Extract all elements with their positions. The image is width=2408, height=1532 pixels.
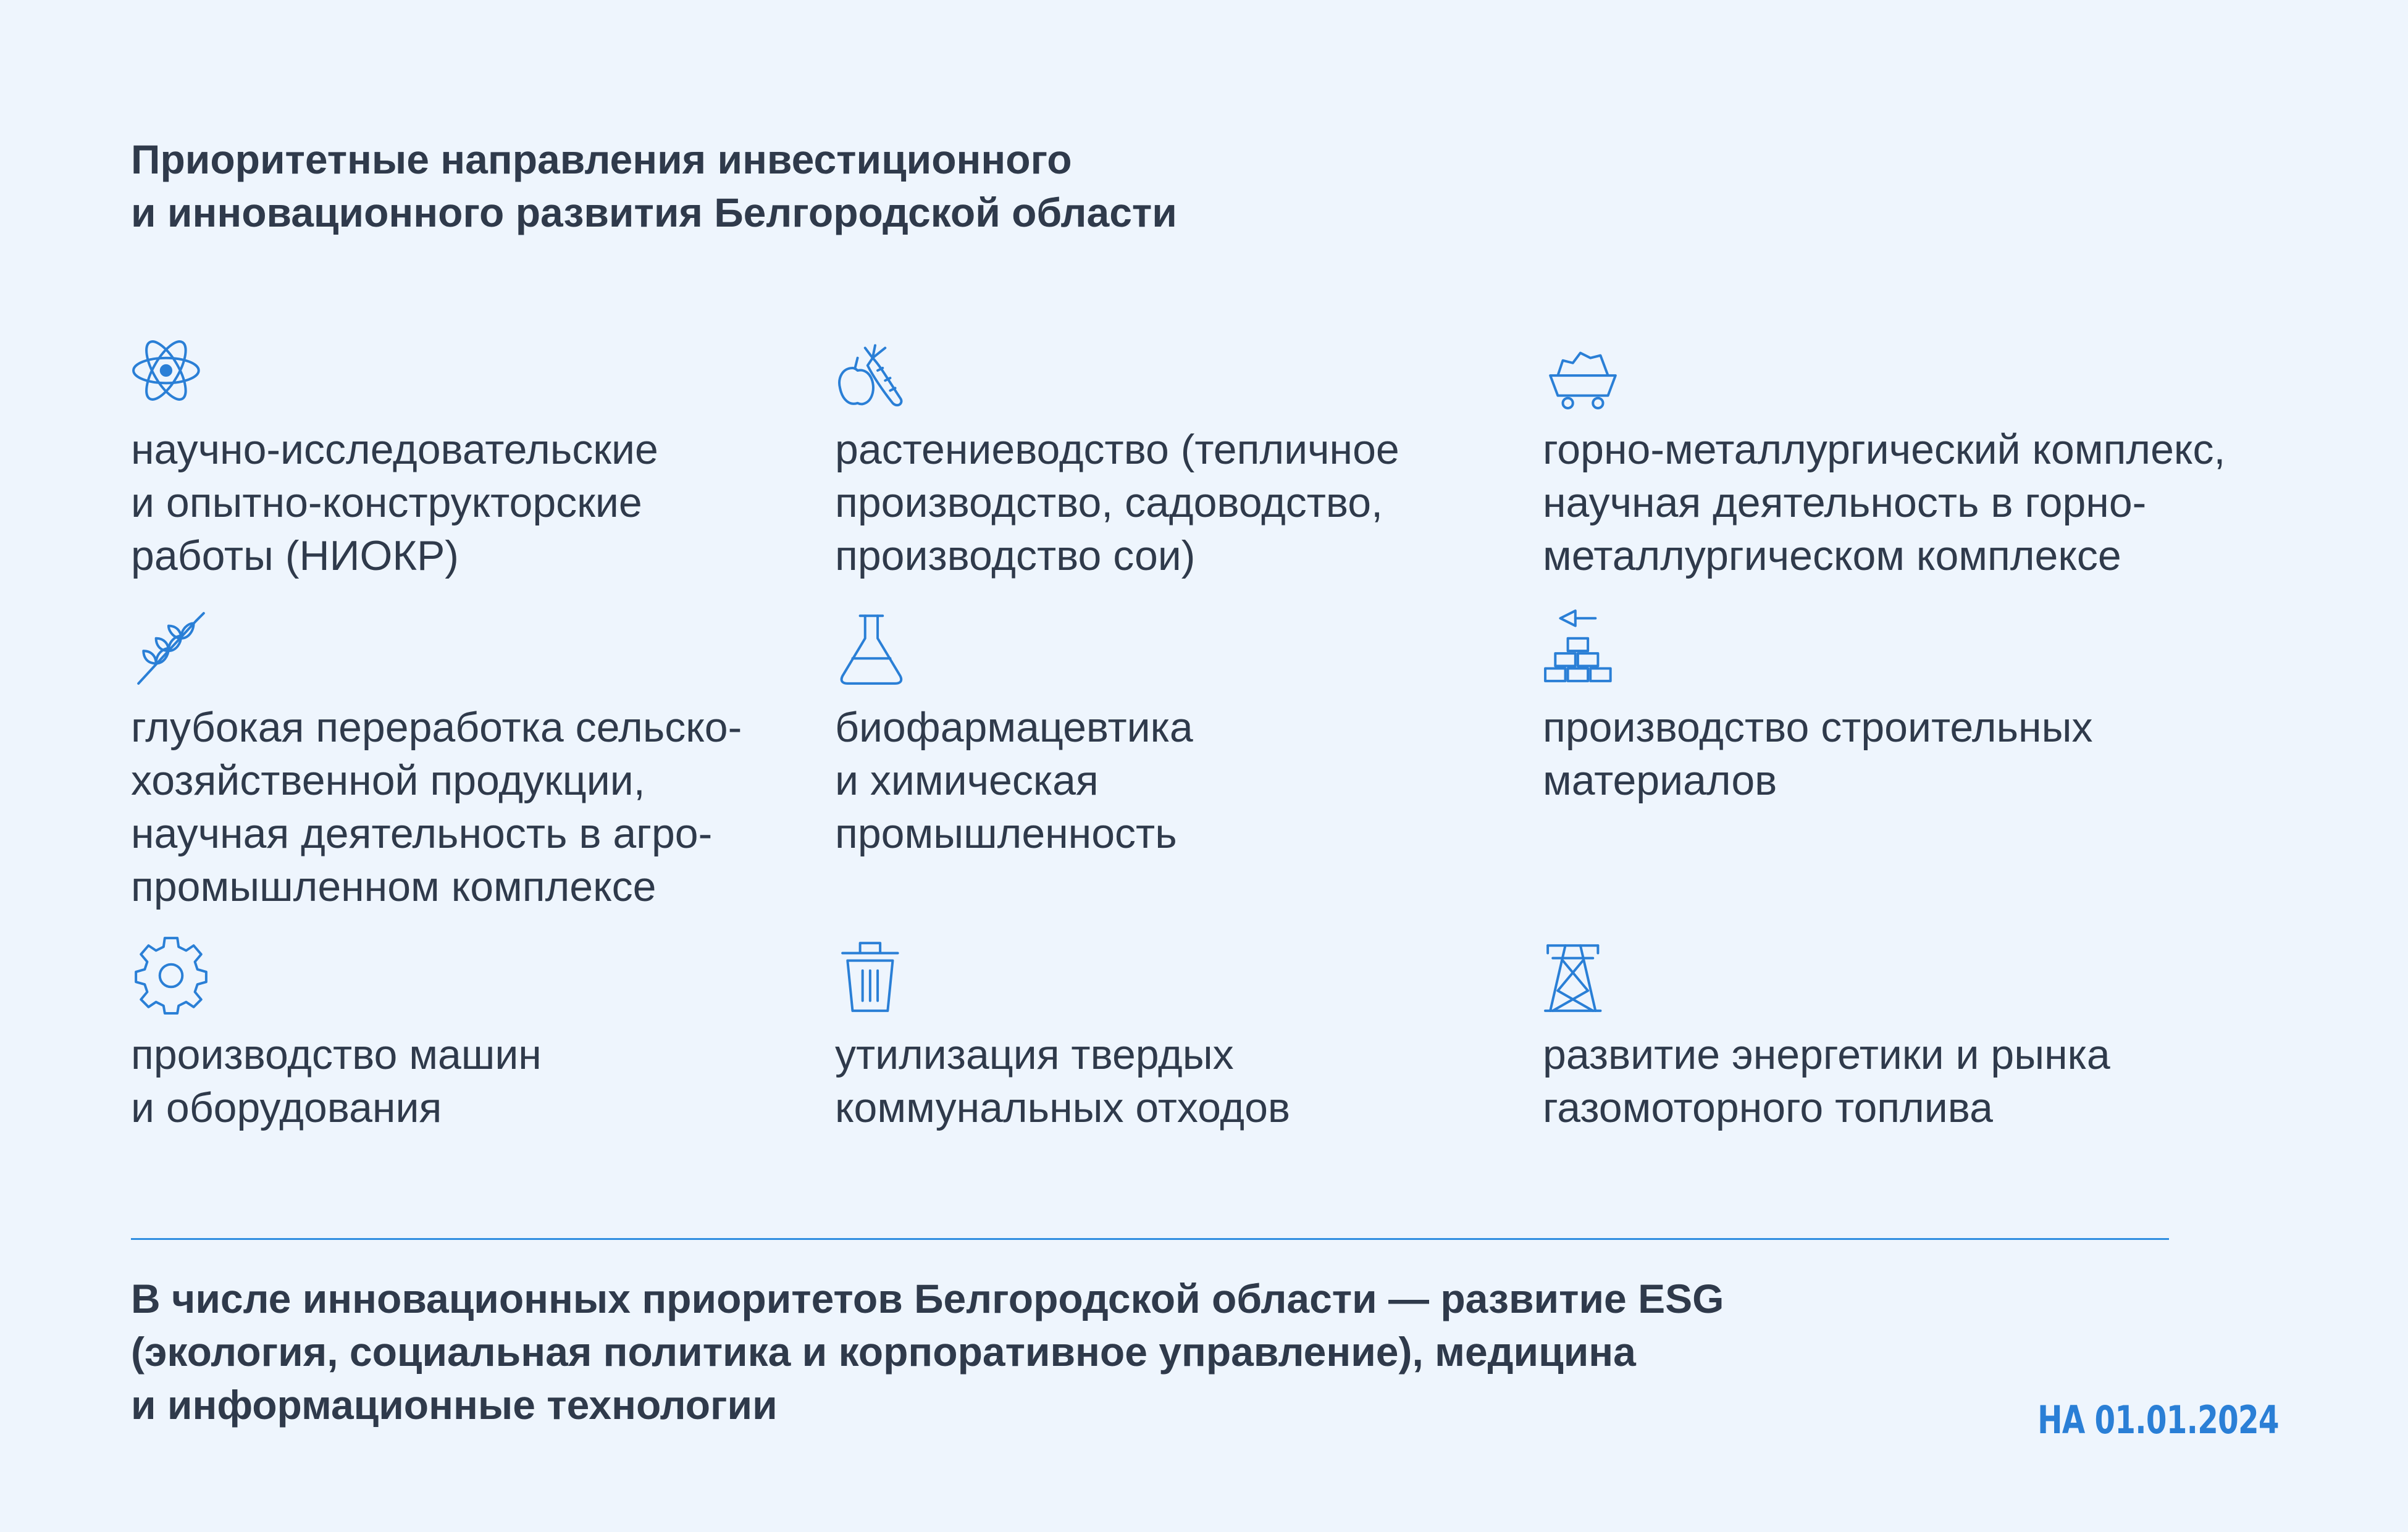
label-line: промышленность: [835, 810, 1177, 857]
label-line: утилизация твердых: [835, 1031, 1234, 1078]
flask-icon: [835, 608, 915, 689]
label-line: производство сои): [835, 532, 1196, 579]
priority-item-energy: [1543, 936, 2253, 1134]
label-line: производство машин: [131, 1031, 542, 1078]
fruit-vegetable-icon: [835, 330, 915, 411]
priority-item-label: [835, 1028, 1545, 1134]
atom-icon: [131, 330, 211, 411]
bricks-trowel-icon: [1543, 608, 1623, 689]
power-tower-icon: [1543, 936, 1623, 1016]
label-line: производство, садоводство,: [835, 479, 1383, 526]
gear-icon: [131, 936, 211, 1016]
label-line: научно-исследовательские: [131, 426, 658, 473]
label-line: работы (НИОКР): [131, 532, 459, 579]
label-line: материалов: [1543, 757, 1777, 804]
priority-item-label: [131, 701, 841, 913]
label-line: растениеводство (тепличное: [835, 426, 1399, 473]
label-line: коммунальных отходов: [835, 1084, 1291, 1131]
priority-item-label: [835, 701, 1545, 860]
priority-item-label: [1543, 423, 2253, 582]
label-line: металлургическом комплексе: [1543, 532, 2121, 579]
date-stamp: НА 01.01.2024: [2037, 1397, 2279, 1442]
priority-item-label: [131, 1028, 841, 1134]
mining-cart-icon: [1543, 330, 1623, 411]
footer-note-line-2: (экология, социальная политика и корпоративное управление), медицина: [131, 1329, 1636, 1375]
label-line: глубокая переработка сельско-: [131, 704, 742, 751]
priority-item-crops: [835, 330, 1545, 582]
label-line: промышленном комплексе: [131, 863, 657, 910]
label-line: горно-металлургический комплекс,: [1543, 426, 2226, 473]
priority-item-label: [131, 423, 841, 582]
label-line: и опытно-конструкторские: [131, 479, 642, 526]
priority-item-agro-processing: [131, 608, 841, 913]
priority-item-machinery: [131, 936, 841, 1134]
priority-item-label: [1543, 701, 2253, 807]
label-line: развитие энергетики и рынка: [1543, 1031, 2110, 1078]
page-title: [131, 133, 1613, 239]
priority-item-label: [835, 423, 1545, 582]
footer-note: [131, 1272, 1984, 1431]
priority-item-mining: [1543, 330, 2253, 582]
footer-note-line-3: и информационные технологии: [131, 1382, 778, 1428]
label-line: биофармацевтика: [835, 704, 1193, 751]
page-title-line-1: Приоритетные направления инвестиционного: [131, 136, 1072, 182]
label-line: газомоторного топлива: [1543, 1084, 1993, 1131]
priority-item-research: [131, 330, 841, 582]
trash-bin-icon: [835, 936, 915, 1016]
label-line: и химическая: [835, 757, 1099, 804]
section-divider: [131, 1238, 2169, 1240]
priority-item-building-materials: [1543, 608, 2253, 807]
priority-item-waste: [835, 936, 1545, 1134]
page-title-line-2: и инновационного развития Белгородской области: [131, 190, 1177, 235]
label-line: научная деятельность в горно-: [1543, 479, 2147, 526]
label-line: производство строительных: [1543, 704, 2093, 751]
label-line: научная деятельность в агро-: [131, 810, 713, 857]
label-line: хозяйственной продукции,: [131, 757, 645, 804]
priority-item-label: [1543, 1028, 2253, 1134]
footer-note-line-1: В числе инновационных приоритетов Белгородской области — развитие ESG: [131, 1276, 1724, 1321]
wheat-icon: [131, 608, 211, 689]
label-line: и оборудования: [131, 1084, 442, 1131]
priority-item-biopharma: [835, 608, 1545, 860]
